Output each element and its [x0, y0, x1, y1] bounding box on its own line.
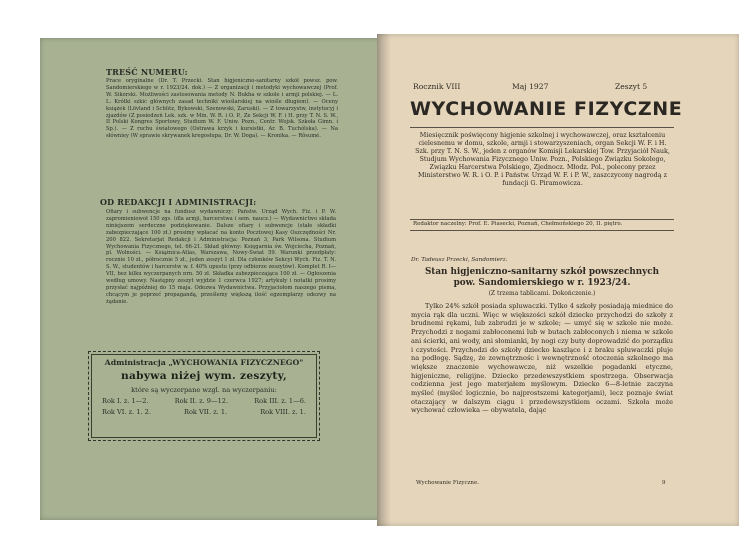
article-title [410, 267, 674, 288]
editor-rule-top [410, 219, 674, 220]
notice-item: Rok III. z. 1—6. [254, 397, 306, 405]
spine-shadow [377, 34, 391, 526]
editor-line: Redaktor naczelny: Prof. E. Piasecki, Poznań, Chełmońskiego 20, II. piętro. [413, 221, 623, 227]
notice-box [88, 351, 320, 441]
notice-item: Rok VIII. z. 1. [260, 408, 306, 416]
magazine-spread [22, 20, 740, 520]
notice-item: Rok II. z. 9—12. [174, 397, 229, 405]
magazine-title: WYCHOWANIE FIZYCZNE [410, 98, 683, 120]
notice-line-3: które są wyczerpane wzgl. na wyczerpaniu: [131, 386, 277, 394]
notice-row [96, 397, 312, 405]
footer-journal-name: Wychowanie Fizyczne. [416, 480, 479, 486]
notice-item: Rok I. z. 1—2. [102, 397, 149, 405]
magazine-description: Miesięcznik poświęcony higjenie szkolnej i wychowawczej, oraz kształceniu cielesnemu w domu, szkole, armji i stowarzyszeniach, organ Sekcji W. F. i H. Szk. przy T. N. S. W., jeden z organów Komisji Lekarskiej Tow. Przyjaciół Nauk, Studjum Wychowania Fizycznego Uniw. Pozn., Polskiego Związku Sokolego, Związku Harcerstwa Polskiego, Zjednocz. Młodz. Pol., polecony przez Ministerstwo W. R. i O. P. i Państw. Urząd W. F. i P. W., zaszczycony nagrodą z fundacji G. Piramowicza. [415, 131, 670, 187]
volume-label: Rocznik VIII [413, 82, 461, 91]
toc-heading: TREŚĆ NUMERU: [106, 67, 188, 77]
issue-label: Zeszyt 5 [615, 82, 648, 91]
editor-rule-bottom [410, 230, 674, 231]
notice-item: Rok VI. z. 1. 2. [102, 408, 151, 416]
date-label: Maj 1927 [512, 82, 549, 91]
article-paragraph: Tylko 24% szkół posiada spluwaczki. Tylko 4 szkoły posiadają miednice do mycia rąk dla uczni. Więc w większości szkół dziecko przychodzi do szkoły z brudnemi rękami, lub zabrudzi je w szkole; — umyć się w szkole nie może. Przychodzi z nogami zabłoconemi lub w butach zabłoconych i niema w szkole ani ścierki, ani wody, ani słomianki, by nogi czy buty doprowadzić do porządku i czystości. Przychodzi do szkoły dziecko kaszlące i z braku spluwaczki pluje na podłogę. Sądzę, że zewnętrznośc i wewnętrzność otoczenia szkolnego ma większe znaczenie wychowawcze, niż wszelkie pogadanki etyczne, higjeniczne, religijne. Dziecko przedewszystkiem spostrzega. Obserwacja codzienna jest jego materjałem myślowym. Dziecko 6—8-letnie zaczyna myśleć (myśleć logicznie, bo najprostszemi kategorjami), lecz poznaje świat otaczający w dalszym ciągu i przedewszystkiem oczami. Szkoła może wychować człowieka — obywatela, dając [411, 302, 673, 415]
toc-body: Prace oryginalne (Dr. T. Przecki. Stan higjeniczno-sanitarny szkół powsz. pow. Sandomierskiego w r. 1923/24. dok.) — Z organizacji i metodyki wychowawczej (Prof. W. Sikorski. Możliwości zastosowania metody N. Bukha w szkole i armji polskiej. — L. L. Krótki szkic głównych zasad techniki wioślarskiej na wiośle długiem). — Oceny książek (Lövland i Schütz, Bykowski, Szenowski, Zaruski). — Z towarzystw, instytucyj i zjazdów (Z posiedzeń Lek. szk. w Min. W. R. i O. P., Ze Sekcji W. F. i H. przy T. N. S. W., II Polski Kongres Sportowy, Studium W. F. Uniw. Pozn., Centr. Wojsk. Szkoła Gimn. i Sp.). — Z ruchu światowego (Ostrawa krzyk i kursistki, Ar. B. Tuchólska). — Na słówniey (W sprawie skrywanek kregosłupa, Dr. W. Doga). — Kronika. — Rôsumé. [106, 78, 338, 140]
article-author: Dr. Tadeusz Przecki, Sandomierz. [411, 257, 508, 263]
notice-line-1: Administracja „WYCHOWANIA FIZYCZNEGO" [104, 358, 304, 367]
article-subtitle: (Z trzema tablicami. Dokończenie.) [488, 290, 596, 297]
notice-line-2: nabywa niżej wym. zeszyty, [120, 370, 288, 382]
page-number: 9 [662, 480, 666, 486]
article-title-line-1: Stan higjeniczno-sanitarny szkół powszechnych [424, 267, 660, 277]
admin-body: Ofiary i subwencje na fundusz wydawniczy: Państw. Urząd Wych. Fiz. i P. W. zapromieniowoł 150 zgs. (dla armji, harcerstwa i sem. naucz.) — Wydawnictwo składa niniejszem serdeczne podziękowanie. Dalsze ofiary i subwencje (stałe składki zabezpieczające 100 zł.) prosimy wpłacać na konto Pocztowej Kasy Oszczędności Nr. 200 822. Sekretarjat Redakcji i Administracja: Poznań 3, Park Wilsona. Studium Wychowania Fizycznego, tel. 66-21. Skład główny: Księgarnia św. Wojciecha, Poznań, pl. Wolności. — Książnica-Atlas, Warszawa, Nowy-Świat 59. Warunki przedpłaty: rocznie 10 zł., półrocznie 5 zł., jeden zeszyt 1 zł. Dla członków Sekcyi Wych. Fiz. T. N. S. W., studentów i harcerstw w. f. 40% upustu (przy odbiorze zeszytów). Komplet R. I—VII, bez kilku wyczerpanych nrn. 50 zł. Składka zabezpieczająca 100 zł. — Ogłoszenia według umowy. Następny zeszyt wyjdzie 1 czerwca 1927; artykuły i notatki prosimy przysłać najpóźniej do 15 maja. Odezwa Wydawnictwa. Przyjaciołom naszego pisma, chcącym je poprzeć propagandą, prześlemy większą ilość egzemplarzy odezwy na żądanie. [106, 209, 336, 305]
notice-item: Rok VII. z. 1. [184, 408, 228, 416]
title-rule [410, 127, 674, 128]
admin-heading: OD REDAKCJI I ADMINISTRACJI: [100, 197, 257, 207]
article-title-line-2: pow. Sandomierskiego w r. 1923/24. [453, 277, 631, 288]
notice-row [96, 408, 312, 416]
